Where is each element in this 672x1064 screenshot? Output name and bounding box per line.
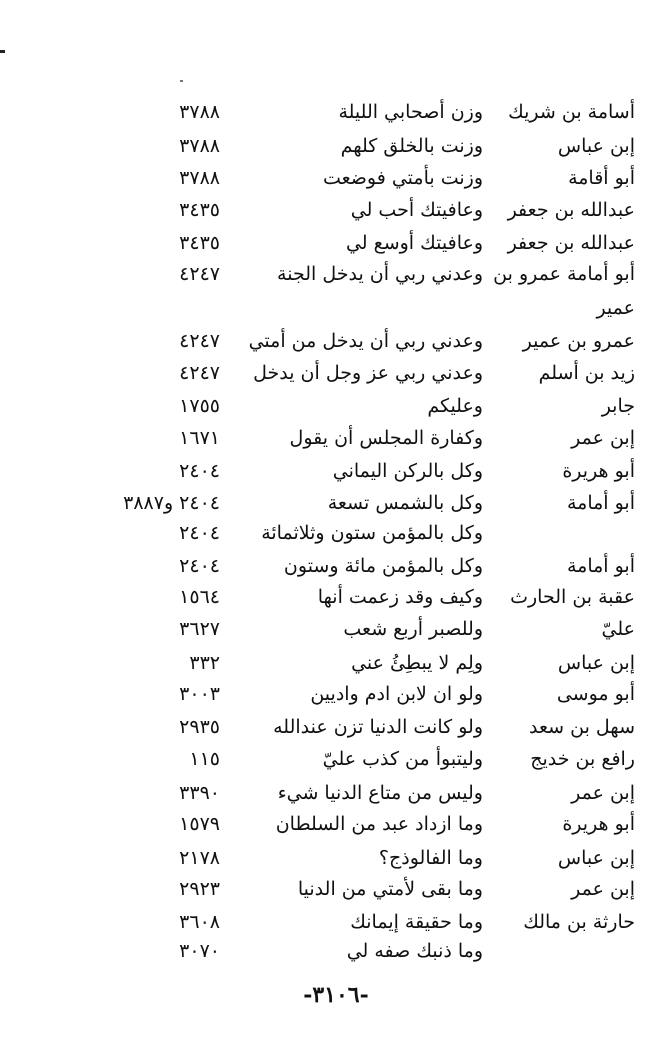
hadith-text: وكيف وقد زعمت أنها	[317, 586, 483, 608]
hadith-text: وكل بالمؤمن مائة وستون	[283, 555, 483, 577]
index-row	[90, 357, 635, 389]
narrator-name: عقبة بن الحارث	[510, 586, 635, 608]
hadith-text: وعدني ربي أن يدخل من أمتي	[248, 330, 483, 352]
index-row	[90, 130, 635, 162]
reference-number: ٣٣٩٠	[179, 782, 220, 804]
index-row	[90, 292, 635, 324]
narrator-name: أسامة بن شريك	[508, 101, 635, 123]
narrator-name: أبو هريرة	[562, 460, 635, 482]
index-row	[90, 96, 635, 128]
narrator-name: أبو موسى	[556, 683, 635, 705]
narrator-name: عبدالله بن جعفر	[507, 232, 635, 254]
narrator-name: جابر	[601, 395, 635, 417]
index-row	[90, 678, 635, 710]
index-row	[90, 325, 635, 357]
reference-number: ١١٥	[189, 748, 220, 770]
reference-number: ١٥٦٤	[179, 586, 220, 608]
reference-number: ٣٧٨٨	[179, 101, 220, 123]
hadith-text: وعليكم	[427, 395, 483, 417]
reference-number: ٣٠٧٠	[179, 940, 220, 962]
edge-mark	[0, 50, 5, 53]
hadith-text: وعافيتك أوسع لي	[345, 232, 483, 254]
index-row	[90, 743, 635, 775]
narrator-name: عمرو بن عمير	[522, 330, 635, 352]
reference-number: ٣٦٠٨	[179, 911, 220, 933]
index-row	[90, 390, 635, 422]
narrator-name: أبو أمامة	[566, 492, 635, 514]
reference-number: ٤٢٤٧	[179, 362, 220, 384]
narrator-name: أبو أمامة عمرو بن	[493, 263, 635, 285]
index-row	[90, 422, 635, 454]
narrator-name: إبن عمر	[571, 878, 635, 900]
index-row	[90, 906, 635, 938]
hadith-text: وكل بالشمس تسعة	[327, 492, 483, 514]
narrator-name: حارثة بن مالك	[523, 911, 635, 933]
reference-number: ٤٢٤٧	[179, 263, 220, 285]
reference-number: ٢٤٠٤	[179, 555, 220, 577]
hadith-text: ولو ان لابن ادم واديين	[310, 683, 483, 705]
index-row	[90, 455, 635, 487]
reference-number: ٣٤٣٥	[179, 199, 220, 221]
hadith-text: وزنت بالخلق كلهم	[340, 135, 483, 157]
reference-number: ٢٤٠٤ و٣٨٨٧	[123, 492, 220, 514]
reference-number: ١٧٥٥	[179, 395, 220, 417]
index-row	[90, 613, 635, 645]
page-number: -٣١٠٦-	[303, 982, 369, 1008]
hadith-text: وليس من متاع الدنيا شيء	[277, 782, 483, 804]
reference-number: ٢٩٢٣	[179, 878, 220, 900]
hadith-text: ولِم لا يبطِئُ عني	[351, 652, 483, 674]
hadith-text: وليتبوأ من كذب عليّ	[322, 748, 483, 770]
index-row	[90, 647, 635, 679]
index-row	[90, 194, 635, 226]
hadith-text: وما بقى لأمتي من الدنيا	[297, 878, 483, 900]
index-row	[90, 487, 635, 519]
index-row	[90, 227, 635, 259]
narrator-name: أبو هريرة	[562, 813, 635, 835]
index-row	[90, 711, 635, 743]
reference-number: ١٥٧٩	[179, 813, 220, 835]
hadith-text: وكل بالركن اليماني	[332, 460, 483, 482]
index-row	[90, 777, 635, 809]
speck	[180, 80, 183, 82]
index-row	[90, 935, 635, 967]
narrator-name: أبو أمامة	[566, 555, 635, 577]
narrator-name: سهل بن سعد	[529, 716, 635, 738]
narrator-name: رافع بن خديج	[530, 748, 635, 770]
index-row	[90, 808, 635, 840]
hadith-text: وعدني ربي عز وجل أن يدخل	[253, 362, 483, 384]
hadith-text: وما الفالوذج؟	[378, 847, 483, 869]
hadith-text: وزنت بأمتي فوضعت	[322, 167, 483, 189]
reference-number: ٢٤٠٤	[179, 522, 220, 544]
hadith-text: وللصبر أربع شعب	[343, 618, 483, 640]
reference-number: ٣٠٠٣	[179, 683, 220, 705]
narrator-name: زيد بن أسلم	[538, 362, 635, 384]
hadith-text: وما حقيقة إيمانك	[350, 911, 483, 933]
index-row	[90, 517, 635, 549]
index-row	[90, 873, 635, 905]
index-row	[90, 581, 635, 613]
hadith-text: وكل بالمؤمن ستون وثلاثمائة	[261, 522, 483, 544]
hadith-text: وعدني ربي أن يدخل الجنة	[277, 263, 483, 285]
narrator-name: إبن عباس	[557, 135, 635, 157]
hadith-text: وما ذنبك صفه لي	[346, 940, 483, 962]
index-row	[90, 550, 635, 582]
hadith-text: وعافيتك أحب لي	[350, 199, 483, 221]
hadith-text: وزن أصحابي الليلة	[338, 101, 483, 123]
narrator-name: أبو أقامة	[568, 167, 635, 189]
reference-number: ٣٧٨٨	[179, 135, 220, 157]
narrator-name: إبن عباس	[557, 652, 635, 674]
index-row	[90, 842, 635, 874]
reference-number: ٣٦٢٧	[179, 618, 220, 640]
narrator-name: عليّ	[601, 618, 635, 640]
reference-number: ٣٧٨٨	[179, 167, 220, 189]
narrator-name: عمير	[596, 297, 635, 319]
narrator-name: إبن عباس	[557, 847, 635, 869]
narrator-name: إبن عمر	[571, 427, 635, 449]
narrator-name: عبدالله بن جعفر	[507, 199, 635, 221]
reference-number: ١٦٧١	[179, 427, 220, 449]
index-row	[90, 258, 635, 290]
hadith-text: وما ازداد عبد من السلطان	[275, 813, 483, 835]
index-row	[90, 162, 635, 194]
reference-number: ٣٤٣٥	[179, 232, 220, 254]
reference-number: ٣٣٢	[189, 652, 220, 674]
narrator-name: إبن عمر	[571, 782, 635, 804]
reference-number: ٢١٧٨	[179, 847, 220, 869]
hadith-text: ولو كانت الدنيا تزن عندالله	[273, 716, 483, 738]
hadith-text: وكفارة المجلس أن يقول	[289, 427, 483, 449]
reference-number: ٤٢٤٧	[179, 330, 220, 352]
reference-number: ٢٤٠٤	[179, 460, 220, 482]
reference-number: ٢٩٣٥	[179, 716, 220, 738]
